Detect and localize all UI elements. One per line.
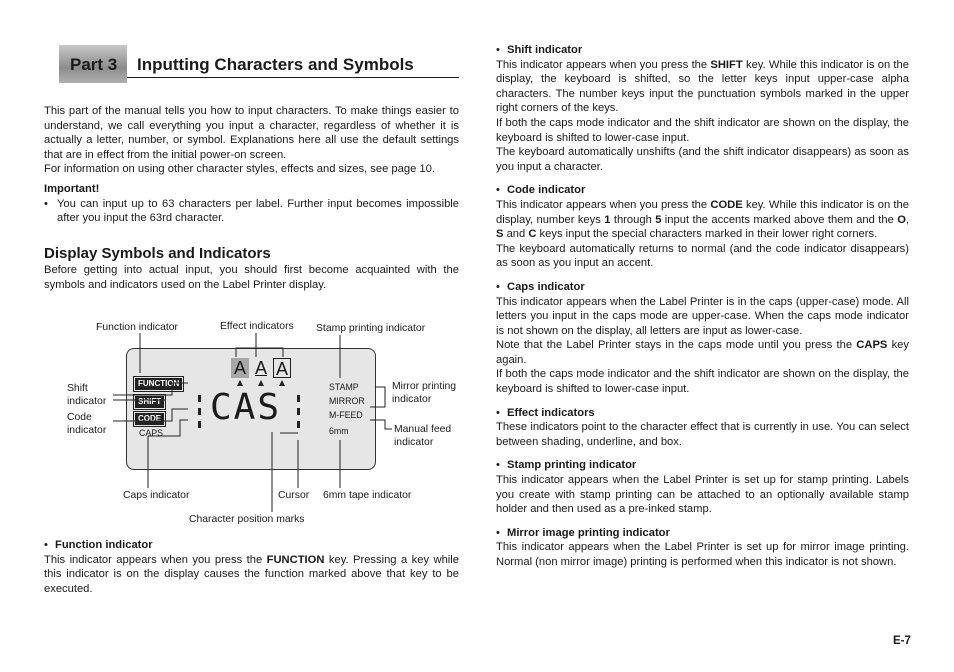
key-s: S: [496, 228, 504, 241]
text-run: This indicator appears when you press the: [496, 198, 711, 211]
char-mark-2: [198, 408, 201, 415]
mirror-indicator-heading: [496, 526, 909, 541]
label-manual-feed-2: indicator: [394, 437, 434, 448]
caps-p1: This indicator appears when the Label Printer is in the caps (upper-case) mode. All letters you input in the caps mode are upper-case. When the caps mode indicator is not shown on the display, all letters are input as lower-case.: [496, 295, 909, 337]
function-indicator-title: Function indicator: [55, 539, 153, 551]
bullet-dot: •: [496, 459, 500, 472]
leader-caps: [148, 420, 188, 436]
caps-text: CAPS: [139, 428, 163, 438]
code-p2: The keyboard automatically returns to normal (and the code indicator disappears) as soon as you input an accent.: [496, 242, 909, 270]
function-badge: FUNCTION: [135, 378, 182, 390]
effect-indicators-section: [496, 406, 909, 450]
caps-p3: If both the caps mode indicator and the shift indicator are shown on the display, the keyboard is shifted to lower-case input.: [496, 368, 909, 396]
shift-p1: [496, 58, 909, 116]
intro-reference: For information on using other character styles, effects and sizes, see page 10.: [44, 163, 435, 176]
mirror-text: MIRROR: [329, 396, 365, 406]
caps-indicator-heading: [496, 280, 909, 295]
right-column: [496, 43, 909, 570]
mirror-indicator-title: Mirror image printing indicator: [507, 526, 670, 539]
page-title: Inputting Characters and Symbols: [137, 55, 414, 74]
key-caps: CAPS: [856, 339, 888, 352]
char-mark-3: [198, 421, 201, 428]
page-number: E-7: [893, 635, 911, 647]
tape-text: 6mm: [329, 426, 349, 436]
leader-code: [113, 409, 188, 421]
bullet-dot: •: [44, 539, 48, 551]
char-mark-6: [297, 421, 300, 428]
bullet-dot: •: [496, 406, 500, 419]
text-run: input the accents marked above them and the: [661, 213, 898, 226]
bullet-dot: •: [496, 44, 500, 56]
text-run: Note that the Label Printer stays in the caps mode until you press the: [496, 339, 857, 352]
leader-effect-left: [236, 333, 256, 357]
effect-shading: A: [231, 358, 249, 378]
code-p1: [496, 198, 909, 242]
char-mark-5: [297, 408, 300, 415]
label-mirror-2: indicator: [392, 394, 432, 405]
stamp-indicator-title: Stamp printing indicator: [507, 459, 637, 472]
shift-p3: The keyboard automatically unshifts (and the shift indicator disappears) as soon as you input a character.: [496, 146, 909, 173]
function-indicator-body: [44, 553, 459, 597]
key-function: FUNCTION: [266, 553, 325, 566]
shift-indicator-heading: [496, 43, 909, 58]
leader-manual-feed: [370, 420, 392, 429]
label-effect-indicators: Effect indicators: [220, 321, 294, 332]
effect-indicators-title: Effect indicators: [507, 406, 595, 419]
bullet-dot: •: [496, 280, 500, 293]
text-run: This indicator appears when you press the: [44, 553, 267, 566]
code-indicator-section: [496, 183, 909, 271]
part-label: Part 3: [70, 55, 118, 74]
shift-indicator-section: [496, 43, 909, 174]
text-run: through: [610, 213, 656, 226]
char-mark-1: [198, 395, 201, 402]
label-mirror-1: Mirror printing: [392, 381, 457, 392]
bullet-dot: •: [44, 197, 48, 210]
code-indicator-title: Code indicator: [507, 184, 586, 197]
caps-indicator-title: Caps indicator: [507, 280, 585, 293]
shift-p2: If both the caps mode indicator and the shift indicator are shown on the display, the keyboard is shifted to lower-case input.: [496, 116, 909, 144]
section-heading: Display Symbols and Indicators: [44, 245, 271, 262]
label-caps-indicator: Caps indicator: [123, 490, 190, 501]
stamp-indicator-heading: [496, 458, 909, 473]
effect-indicators-heading: [496, 406, 909, 421]
mirror-p1: This indicator appears when the Label Printer is set up for mirror image printing. Normal (non mirror image) printing is performed when this indicator is not shown.: [496, 541, 909, 568]
stamp-indicator-section: [496, 458, 909, 516]
stamp-p1: This indicator appears when the Label Printer is set up for stamp printing. Labels you create with stamp printing can be attached to an optionally available stamp holder and then used as a pre-inked stamp.: [496, 474, 909, 516]
label-char-position-marks: Character position marks: [189, 514, 305, 525]
label-code-1: Code: [67, 412, 92, 423]
bullet-dot: •: [496, 526, 500, 539]
caps-p2: [496, 338, 909, 367]
label-tape: 6mm tape indicator: [323, 490, 412, 501]
code-indicator-heading: [496, 183, 909, 198]
effect-p1: These indicators point to the character effect that is currently in use. You can select between shading, underline, and box.: [496, 421, 909, 448]
mfeed-text: M-FEED: [329, 410, 363, 420]
function-indicator-heading: [44, 538, 459, 553]
effect-arrow-2: [258, 380, 264, 386]
text-run: ,: [905, 213, 909, 226]
stamp-text: STAMP: [329, 382, 359, 392]
important-text: You can input up to 63 characters per label. Further input becomes impossible after you input the 63rd character.: [57, 197, 459, 225]
text-run: keys input the special characters marked in their lower right corners.: [536, 228, 878, 241]
text-run: This indicator appears when you press the: [496, 58, 711, 71]
key-code: CODE: [710, 198, 743, 211]
code-badge: CODE: [135, 413, 164, 425]
key-c: C: [528, 228, 537, 241]
effect-underline: A: [254, 358, 267, 378]
effect-arrow-3: [279, 380, 285, 386]
leader-mirror: [370, 387, 385, 407]
caps-indicator-section: [496, 280, 909, 397]
label-shift-2: indicator: [67, 396, 107, 407]
intro-paragraph: This part of the manual tells you how to input characters. To make things easier to understand, we call everything you input a character, regardless of whether it is actually a letter, number, or symbol. Explanations here all use the default settings that are in effect from the initial power-on screen.: [44, 105, 459, 161]
text-run: key. While this indicator is on the display, number keys: [496, 198, 909, 226]
lcd-text: CAS: [210, 387, 282, 428]
bullet-dot: •: [496, 184, 500, 197]
text-run: and: [503, 228, 529, 241]
char-mark-4: [297, 395, 300, 402]
key-5: 5: [655, 213, 662, 226]
text-run: key. While this indicator is on the display, the keyboard is shifted, so the letter keys input upper-case alpha characters. The number keys input the punctuation symbols marked in the upper right corners of the keys.: [496, 58, 909, 115]
label-stamp-printing: Stamp printing indicator: [316, 323, 426, 334]
text-run: key. Pressing a key while this indicator is on the display causes the function marked above that key to be executed.: [44, 553, 459, 595]
key-o: O: [897, 213, 906, 226]
mirror-indicator-section: [496, 526, 909, 570]
shift-badge: SHIFT: [135, 396, 164, 408]
important-label: Important!: [44, 183, 100, 195]
function-indicator-section: [44, 538, 459, 596]
text-run: key again.: [496, 339, 909, 366]
shift-indicator-title: Shift indicator: [507, 44, 583, 56]
leader-function-short: [113, 383, 188, 395]
label-cursor: Cursor: [278, 490, 310, 501]
label-shift-1: Shift: [67, 383, 88, 394]
effect-arrow-1: [237, 380, 243, 386]
leader-effect-right: [256, 333, 283, 357]
section-text: Before getting into actual input, you should first become acquainted with the symbols and indicators used on the Label Printer display.: [44, 264, 459, 291]
effect-box: A: [273, 358, 291, 378]
label-code-2: indicator: [67, 425, 107, 436]
label-manual-feed-1: Manual feed: [394, 424, 452, 435]
label-function-indicator: Function indicator: [96, 322, 179, 333]
key-shift: SHIFT: [710, 58, 743, 71]
key-1: 1: [604, 213, 611, 226]
